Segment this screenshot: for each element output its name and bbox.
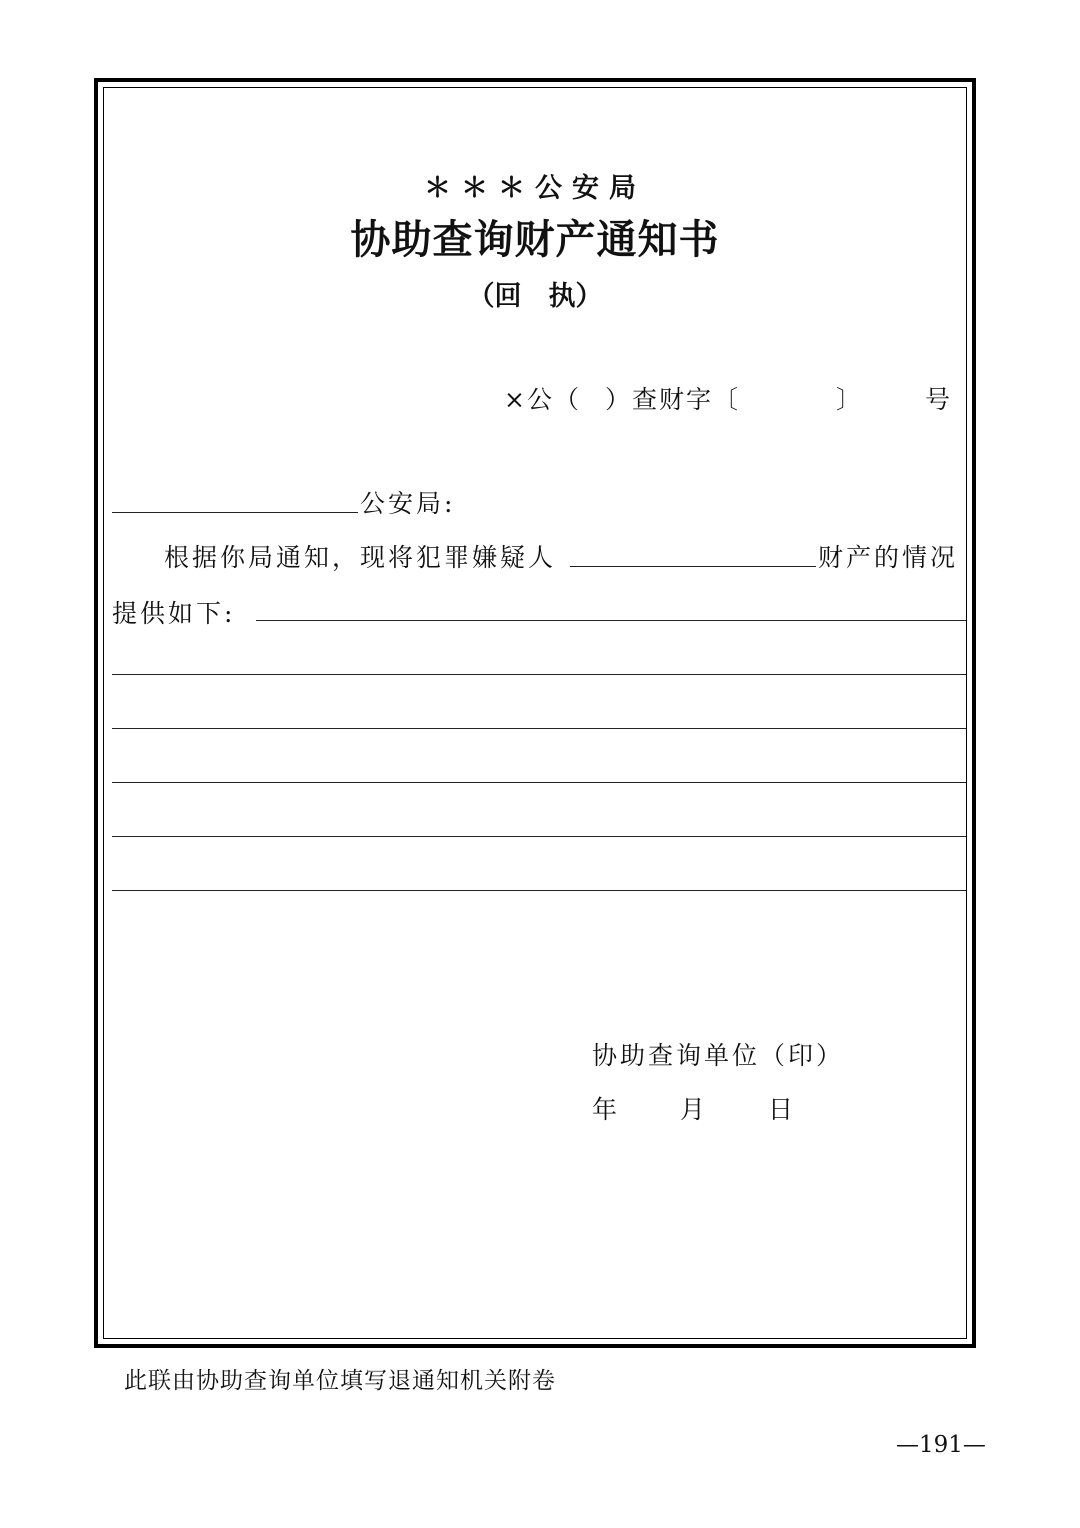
page-number: —191— (896, 1432, 986, 1458)
info-line-1[interactable] (256, 620, 966, 621)
suspect-name-blank[interactable] (570, 566, 816, 567)
document-number (504, 380, 952, 416)
info-line-6[interactable] (112, 890, 966, 891)
form-inner-border (103, 87, 967, 1339)
paragraph-line-2: 提供如下: (112, 599, 236, 628)
paragraph-after-blank: 财产的情况 (818, 543, 959, 572)
date-month-label: 月 (680, 1095, 709, 1124)
agency-name: ＊＊＊公安局 (424, 173, 646, 204)
doc-number-prefix: ×公（ (504, 385, 581, 414)
form-outer-border (94, 78, 976, 1348)
assisting-unit-seal: 协助查询单位（印） (592, 1041, 845, 1070)
addressee-suffix: 公安局: (360, 489, 456, 518)
info-line-2[interactable] (112, 674, 966, 675)
paragraph-intro: 根据你局通知，现将犯罪嫌疑人 (164, 543, 557, 572)
document-title: 协助查询财产通知书 (350, 216, 720, 263)
doc-number-middle: ）查财字〔 (604, 385, 740, 414)
date-year-label: 年 (592, 1095, 621, 1124)
doc-number-bracket-close: 〕 (835, 385, 863, 414)
info-line-5[interactable] (112, 836, 966, 837)
footer-note: 此联由协助查询单位填写退通知机关附卷 (124, 1368, 556, 1394)
info-line-3[interactable] (112, 728, 966, 729)
date-day-label: 日 (768, 1095, 797, 1124)
document-subtitle: （回 执） (467, 281, 603, 312)
doc-number-suffix: 号 (924, 385, 952, 414)
addressee-blank[interactable] (112, 512, 358, 513)
info-line-4[interactable] (112, 782, 966, 783)
